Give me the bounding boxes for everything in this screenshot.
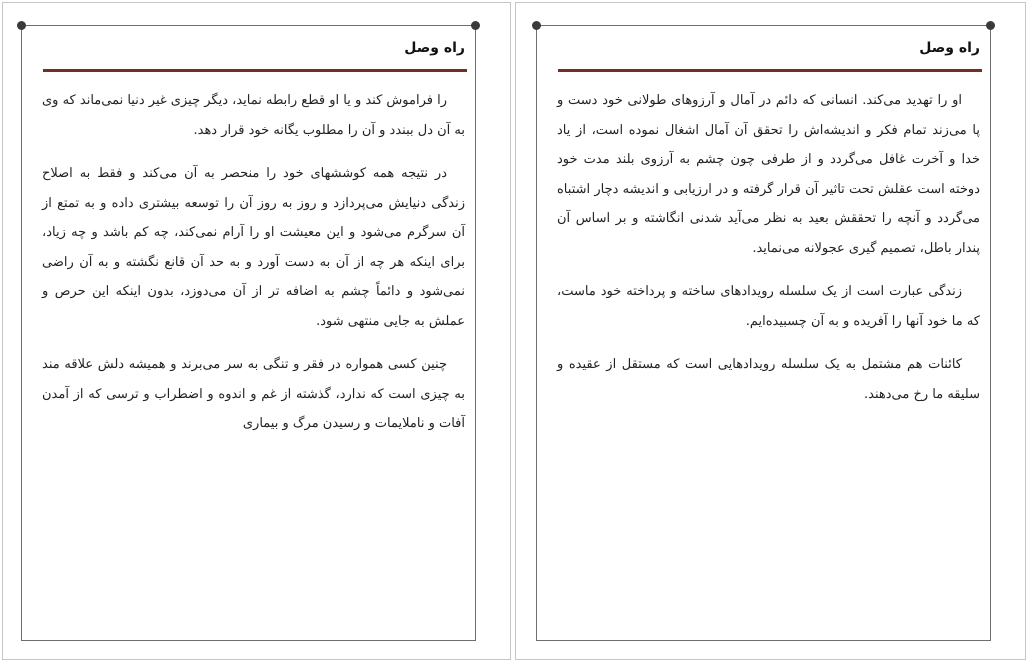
frame-corner-ornament bbox=[471, 21, 480, 30]
body-paragraph: زندگی عبارت است از یک سلسله رویدادهای ساخته و پرداخته خود ماست، که ما خود آنها را آفریده و به آن چسبیده‌ایم. bbox=[557, 284, 980, 329]
running-header-title: راه وصل bbox=[919, 40, 980, 56]
header-rule bbox=[43, 69, 467, 72]
body-paragraph: کائنات هم مشتمل به یک سلسله رویدادهایی است که مستقل از عقیده و سلیقه ما رخ می‌دهند. bbox=[557, 357, 980, 402]
page-frame bbox=[536, 25, 991, 641]
frame-corner-ornament bbox=[986, 21, 995, 30]
frame-corner-ornament bbox=[17, 21, 26, 30]
running-header-title: راه وصل bbox=[404, 40, 465, 56]
body-paragraph: چنین کسی همواره در فقر و تنگی به سر می‌برند و همیشه دلش علاقه مند به چیزی است که ندارد، گذشته از غم و اندوه و اضطراب و ترسی که از آمدن آفات و ناملایمات و رسیدن مرگ و بیماری bbox=[42, 357, 465, 431]
body-paragraph: در نتیجه همه کوششهای خود را منحصر به آن می‌کند و فقط به اصلاح زندگی دنیایش می‌پردازد و روز به روز آن را توسعه بیشتری داده و به تمتع از آن سرگرم می‌شود و این معیشت او را آرام نمی‌کند، چه کم باشد و چه زیاد، برای اینکه هر چه از آن به دست آورد و به حد آن قانع نگشته و به آن راضی نمی‌شود و دائماً چشم به اضافه تر از آن می‌دوزد، بدون اینکه این حرص و عملش به جایی منتهی شود. bbox=[42, 166, 466, 329]
body-paragraph: او را تهدید می‌کند. انسانی که دائم در آمال و آرزوهای طولانی خود دست و پا می‌زند تمام فکر و اندیشه‌اش را تحقق آن آمال اشغال نموده است، از یاد خدا و آخرت غافل می‌گردد و از طرفی چون چشم به آرزوی بلند مدت خود دوخته است عقلش تحت تاثیر آن قرار گرفته و در ارزیابی و اندیشه دچار اشتباه می‌گردد و آنچه را تحققش بعید به نظر می‌آید شدنی انگاشته و بر اساس آن پندار باطل، تصمیم گیری عجولانه می‌نماید. bbox=[557, 93, 980, 256]
page-right bbox=[515, 2, 1026, 660]
frame-corner-ornament bbox=[532, 21, 541, 30]
page-body bbox=[557, 86, 980, 423]
header-rule bbox=[558, 69, 982, 72]
body-paragraph: را فراموش کند و یا او قطع رابطه نماید، دیگر چیزی غیر دنیا نمی‌ماند که وی به آن دل ببندد و آن را مطلوب یگانه خود قرار دهد. bbox=[42, 93, 465, 138]
page-body bbox=[42, 86, 465, 453]
page-frame bbox=[21, 25, 476, 641]
page-left bbox=[2, 2, 511, 660]
